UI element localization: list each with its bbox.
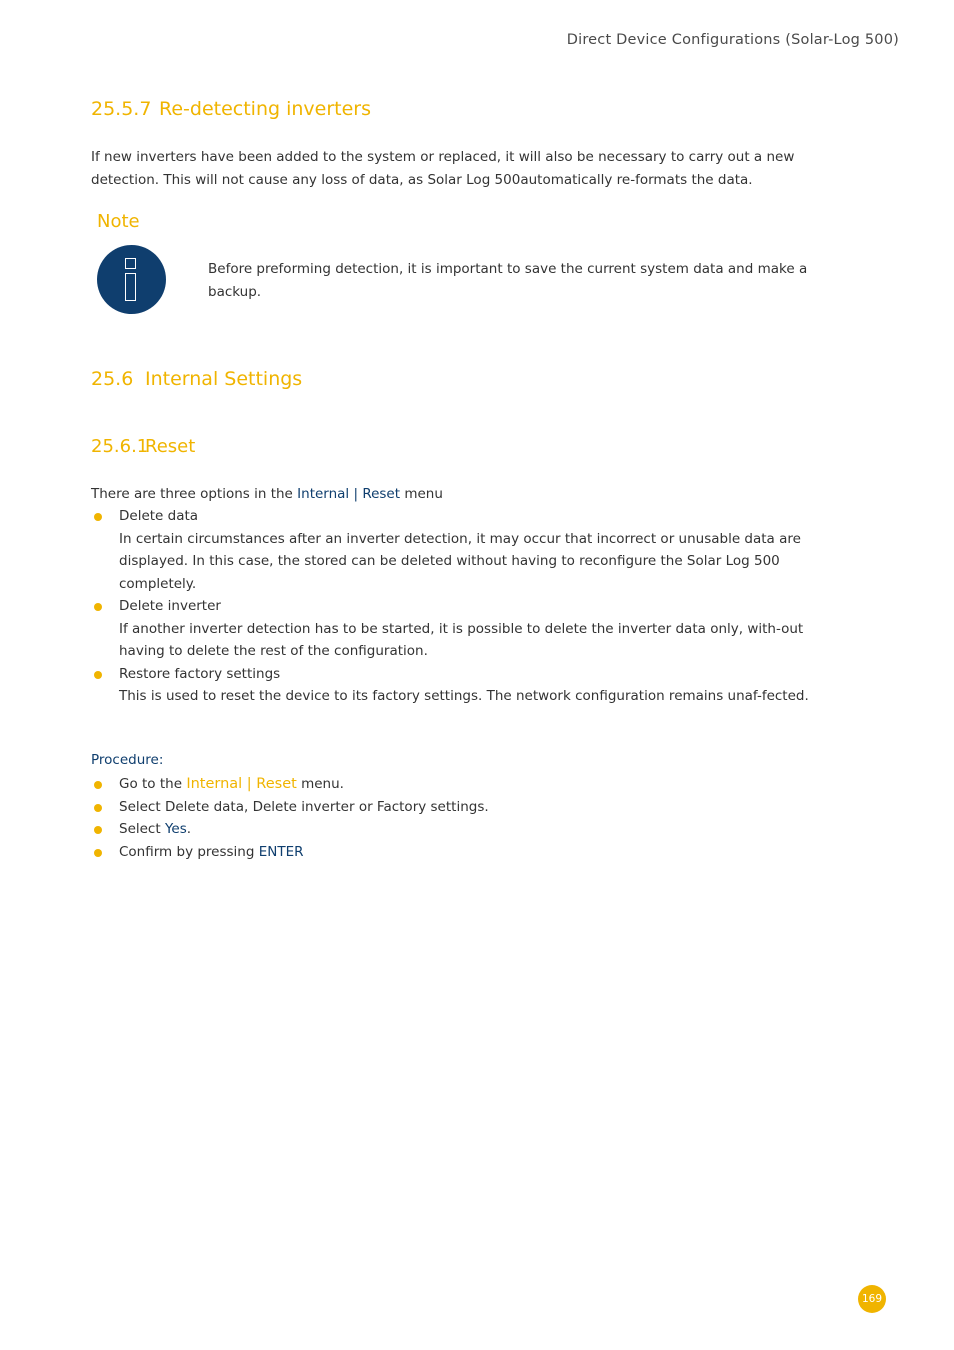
option-title: Delete data: [119, 508, 199, 524]
option-description: If another inverter detection has to be started, it is possible to delete the inverter data only, with-out having to delete the rest of the configuration.: [119, 620, 804, 659]
section-title: Internal Settings: [145, 368, 303, 390]
section-heading-25-6-1: [91, 436, 195, 457]
info-icon: [97, 245, 166, 314]
list-item: Select Yes.: [91, 818, 821, 841]
section-title: Re-detecting inverters: [159, 98, 372, 120]
option-description: This is used to reset the device to its factory settings. The network configuration remains unaf-fected.: [119, 688, 809, 704]
note-text: Before preforming detection, it is important to save the current system data and make a backup.: [208, 261, 808, 300]
bullet-icon: [94, 671, 102, 679]
option-description: In certain circumstances after an inverter detection, it may occur that incorrect or unusable data are displayed. In this case, the stored can be deleted without having to reconfigure the Solar Log 500 completely.: [119, 530, 801, 592]
bullet-icon: [94, 513, 102, 521]
page-header: Direct Device Configurations (Solar-Log 500): [566, 32, 899, 48]
option-title: Delete inverter: [119, 598, 221, 614]
list-item: [91, 505, 821, 595]
option-title: Restore factory settings: [119, 665, 281, 682]
list-item: Select Delete data, Delete inverter or Factory settings.: [91, 796, 821, 819]
section-heading-25-5-7: [91, 98, 371, 120]
list-item: [91, 595, 821, 663]
page-number: 169: [858, 1285, 886, 1313]
procedure-title: Procedure:: [91, 752, 164, 768]
menu-reference: Internal | Reset: [186, 776, 297, 792]
reset-intro: There are three options in the Internal | Reset menu: [91, 486, 443, 502]
section-heading-25-6: [91, 368, 302, 390]
option-value: Yes: [164, 821, 187, 837]
list-item: Go to the Internal | Reset menu.: [91, 773, 821, 796]
section-number: 25.5.7: [91, 98, 152, 120]
section-paragraph: If new inverters have been added to the system or replaced, it will also be necessary to carry out a new detection. This will not cause any loss of data, as Solar Log 500automatically re-formats the data.: [91, 149, 795, 188]
section-number: 25.6: [91, 368, 134, 390]
note-label: Note: [97, 211, 140, 232]
list-item: Confirm by pressing ENTER: [91, 841, 821, 864]
bullet-icon: [94, 826, 102, 834]
reset-options-list: [91, 505, 821, 708]
section-number: 25.6.1: [91, 436, 149, 457]
bullet-icon: [94, 781, 102, 789]
bullet-icon: [94, 849, 102, 857]
procedure-list: [91, 773, 821, 863]
section-title: Reset: [145, 436, 196, 457]
list-item: [91, 663, 821, 708]
key-name: ENTER: [258, 843, 304, 860]
menu-reference: Internal | Reset: [297, 486, 401, 502]
bullet-icon: [94, 603, 102, 611]
bullet-icon: [94, 804, 102, 812]
